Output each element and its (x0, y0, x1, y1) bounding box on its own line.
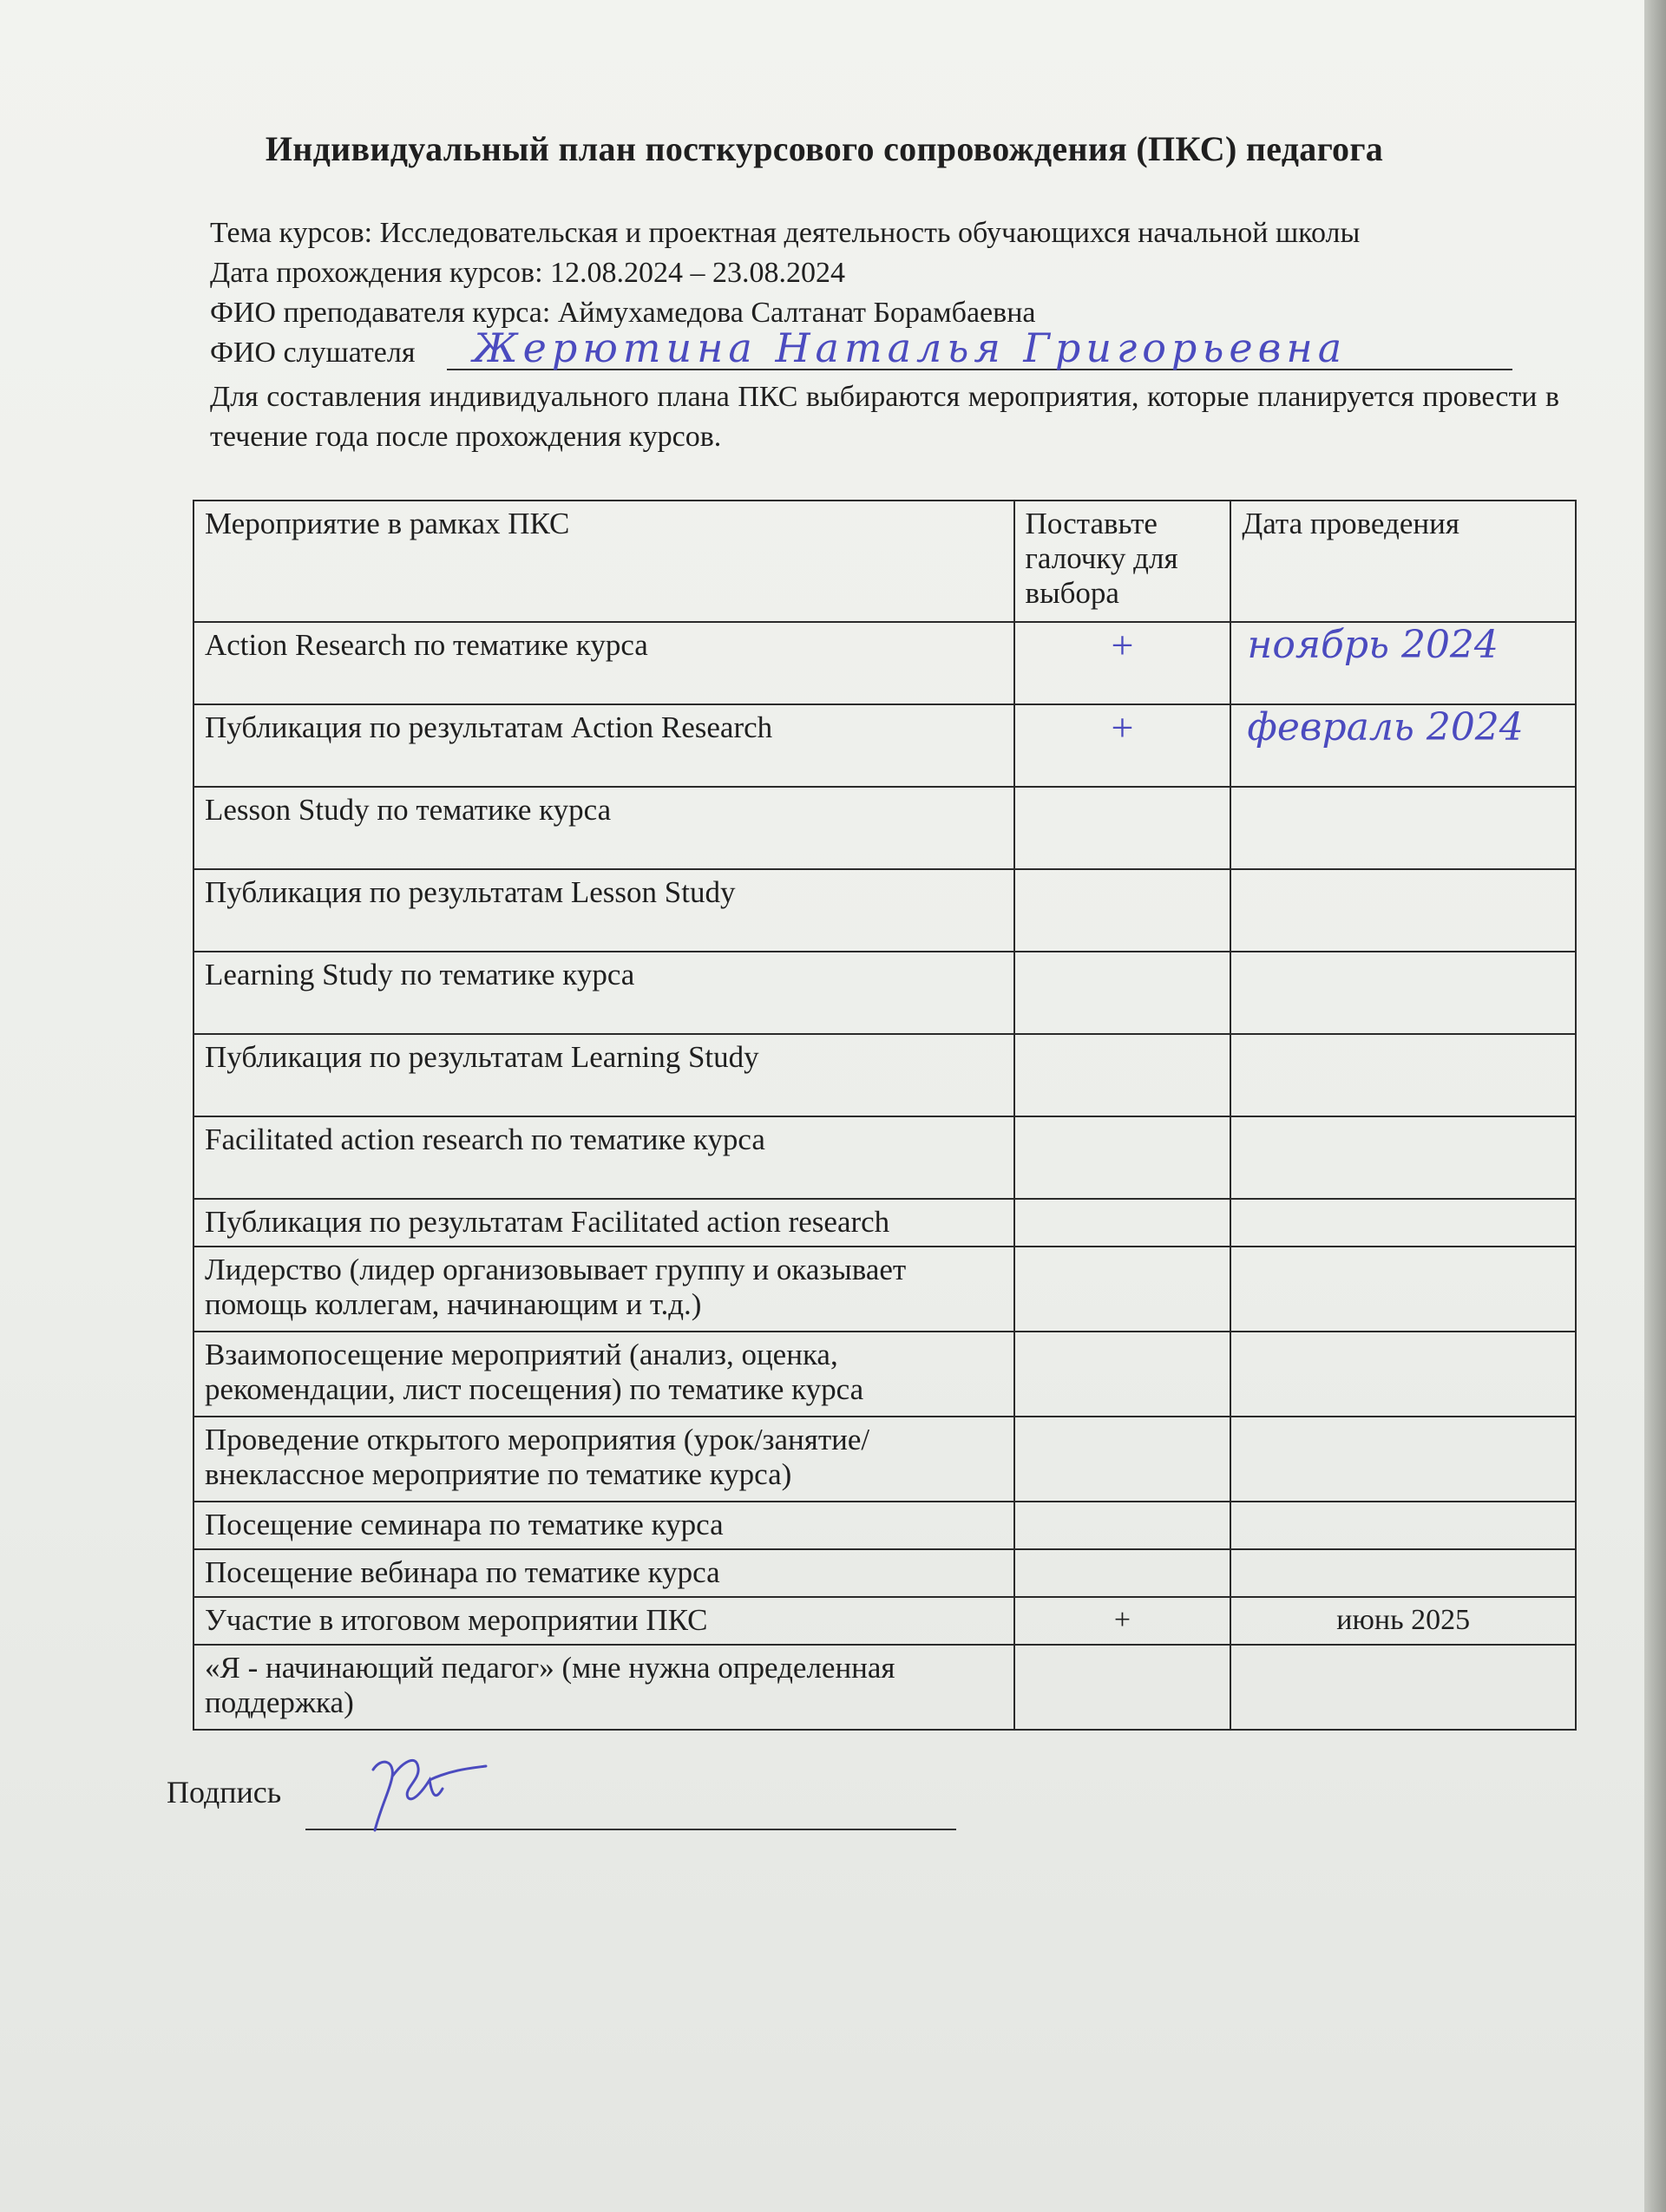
handwritten-signature (356, 1735, 495, 1848)
activity-cell: Публикация по результатам Facilitated action research (193, 1199, 1014, 1247)
activity-cell: Посещение семинара по тематике курса (193, 1502, 1014, 1549)
table-row (193, 787, 1576, 869)
table-row (193, 1417, 1576, 1502)
mark-cell[interactable]: + (1014, 704, 1231, 787)
table-row (193, 1247, 1576, 1332)
course-dates-label: Дата прохождения курсов: (210, 257, 543, 289)
date-cell[interactable] (1230, 787, 1576, 869)
date-cell[interactable] (1230, 1034, 1576, 1116)
mark-cell[interactable] (1014, 1116, 1231, 1199)
mark-cell[interactable] (1014, 787, 1231, 869)
mark-cell[interactable] (1014, 1332, 1231, 1417)
table-row (193, 1332, 1576, 1417)
table-row (193, 622, 1576, 704)
course-topic-label: Тема курсов: (210, 217, 373, 249)
header-activity: Мероприятие в рамках ПКС (193, 501, 1014, 622)
activity-cell: «Я - начинающий педагог» (мне нужна определенная поддержка) (193, 1645, 1014, 1730)
activity-cell: Публикация по результатам Action Research (193, 704, 1014, 787)
mark-cell[interactable]: + (1014, 622, 1231, 704)
date-cell[interactable] (1230, 1645, 1576, 1730)
paper-edge (1644, 0, 1666, 2212)
mark-cell[interactable] (1014, 869, 1231, 952)
mark-cell[interactable] (1014, 1199, 1231, 1247)
mark-cell[interactable] (1014, 1645, 1231, 1730)
date-cell[interactable]: июнь 2025 (1230, 1597, 1576, 1645)
activity-cell: Проведение открытого мероприятия (урок/занятие/ внеклассное мероприятие по тематике курса) (193, 1417, 1014, 1502)
table-row (193, 1597, 1576, 1645)
date-cell[interactable] (1230, 952, 1576, 1034)
mark-cell[interactable] (1014, 1034, 1231, 1116)
activity-cell: Лидерство (лидер организовывает группу и оказывает помощь коллегам, начинающим и т.д.) (193, 1247, 1014, 1332)
table-row (193, 952, 1576, 1034)
activity-cell: Взаимопосещение мероприятий (анализ, оценка, рекомендации, лист посещения) по тематике курса (193, 1332, 1014, 1417)
mark-cell[interactable] (1014, 1549, 1231, 1597)
teacher-name: Аймухамедова Салтанат Борамбаевна (557, 297, 1036, 329)
table-row (193, 704, 1576, 787)
header-date: Дата проведения (1230, 501, 1576, 622)
course-topic: Исследовательская и проектная деятельность обучающихся начальной школы (379, 217, 1361, 249)
listener-label: ФИО слушателя (210, 337, 416, 369)
document-title: Индивидуальный план посткурсового сопровождения (ПКС) педагога (265, 129, 1384, 168)
instructions-text: Для составления индивидуального плана ПКС выбираются мероприятия, которые планируется провести в течение года после прохождения курсов. (210, 381, 1559, 453)
table-row (193, 869, 1576, 952)
course-dates-line (210, 257, 845, 290)
course-dates: 12.08.2024 – 23.08.2024 (550, 257, 846, 289)
table-row (193, 1034, 1576, 1116)
mark-cell[interactable] (1014, 1502, 1231, 1549)
header-mark: Поставьте галочку для выбора (1014, 501, 1231, 622)
table-row (193, 1549, 1576, 1597)
mark-cell[interactable] (1014, 952, 1231, 1034)
date-cell[interactable] (1230, 1502, 1576, 1549)
date-cell[interactable] (1230, 1116, 1576, 1199)
activity-cell: Action Research по тематике курса (193, 622, 1014, 704)
plan-table (193, 500, 1577, 1731)
date-cell[interactable] (1230, 1332, 1576, 1417)
date-cell[interactable] (1230, 869, 1576, 952)
signature-label: Подпись (167, 1775, 282, 1810)
mark-cell[interactable] (1014, 1417, 1231, 1502)
date-cell[interactable] (1230, 1247, 1576, 1332)
activity-cell: Lesson Study по тематике курса (193, 787, 1014, 869)
listener-name-handwritten: Жерютина Наталья Григорьевна (473, 324, 1348, 371)
date-cell[interactable] (1230, 1417, 1576, 1502)
teacher-label: ФИО преподавателя курса: (210, 297, 551, 329)
course-topic-line (210, 217, 1360, 250)
table-row (193, 1502, 1576, 1549)
activity-cell: Публикация по результатам Lesson Study (193, 869, 1014, 952)
activity-cell: Посещение вебинара по тематике курса (193, 1549, 1014, 1597)
table-row (193, 1116, 1576, 1199)
table-header-row (193, 501, 1576, 622)
activity-cell: Участие в итоговом мероприятии ПКС (193, 1597, 1014, 1645)
date-cell[interactable]: ноябрь 2024 (1230, 622, 1576, 704)
date-cell[interactable] (1230, 1549, 1576, 1597)
date-cell[interactable] (1230, 1199, 1576, 1247)
activity-cell: Learning Study по тематике курса (193, 952, 1014, 1034)
date-cell[interactable]: февраль 2024 (1230, 704, 1576, 787)
mark-cell[interactable] (1014, 1247, 1231, 1332)
table-row (193, 1645, 1576, 1730)
table-row (193, 1199, 1576, 1247)
activity-cell: Публикация по результатам Learning Study (193, 1034, 1014, 1116)
mark-cell[interactable]: + (1014, 1597, 1231, 1645)
activity-cell: Facilitated action research по тематике курса (193, 1116, 1014, 1199)
